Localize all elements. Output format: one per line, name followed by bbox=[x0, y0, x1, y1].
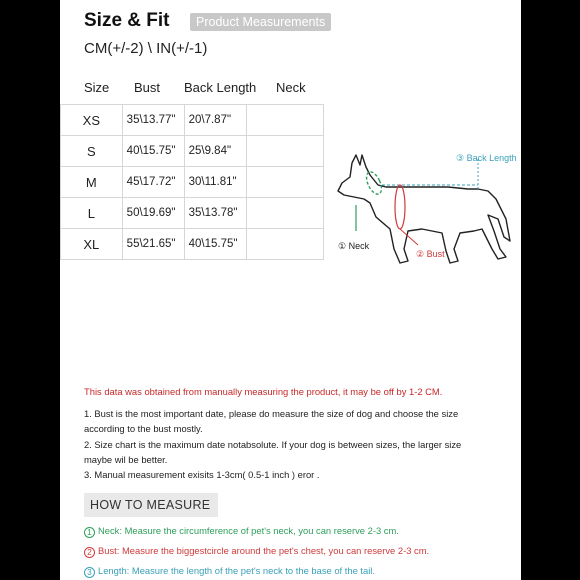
bust-cell: 40\15.75" bbox=[122, 136, 184, 167]
table-row bbox=[61, 229, 324, 260]
number-badge: 3 bbox=[84, 567, 95, 578]
table-row bbox=[61, 198, 324, 229]
measure-item-bust bbox=[84, 545, 429, 558]
neck-ring bbox=[363, 170, 384, 197]
units-note: CM(+/-2) \ IN(+/-1) bbox=[84, 40, 208, 57]
column-header-size: Size bbox=[84, 80, 110, 95]
back-length-cell: 40\15.75" bbox=[184, 229, 246, 260]
product-measurements-badge: Product Measurements bbox=[190, 13, 331, 31]
dog-measurement-diagram bbox=[328, 145, 518, 275]
back-length-cell: 25\9.84" bbox=[184, 136, 246, 167]
size-cell: S bbox=[61, 136, 123, 167]
measure-text: Bust: Measure the biggestcircle around the pet's chest, you can reserve 2-3 cm. bbox=[98, 545, 430, 556]
bust-ring bbox=[395, 185, 405, 229]
note-item: 3. Manual measurement exisits 1-3cm( 0.5-1 inch ) eror . bbox=[84, 469, 320, 481]
number-badge: 1 bbox=[84, 527, 95, 538]
neck-cell bbox=[246, 136, 323, 167]
column-header-neck: Neck bbox=[276, 80, 306, 95]
number-badge: 2 bbox=[84, 547, 95, 558]
bust-label: ② Bust bbox=[416, 249, 445, 259]
note-item: 1. Bust is the most important date, please do measure the size of dog and choose the size according to the bust mostly. bbox=[84, 408, 459, 435]
measure-text: Length: Measure the length of the pet's neck to the base of the tail. bbox=[98, 565, 375, 576]
column-header-back-length: Back Length bbox=[184, 80, 257, 95]
how-to-measure-label: HOW TO MEASURE bbox=[90, 498, 211, 512]
size-cell: M bbox=[61, 167, 123, 198]
disclaimer-text: This data was obtained from manually measuring the product, it may be off by 1-2 CM. bbox=[84, 386, 443, 397]
notes-list bbox=[84, 406, 484, 482]
measure-item-length bbox=[84, 565, 375, 578]
size-cell: L bbox=[61, 198, 123, 229]
neck-label: ① Neck bbox=[338, 241, 370, 251]
bust-cell: 50\19.69" bbox=[122, 198, 184, 229]
back-length-cell: 20\7.87" bbox=[184, 105, 246, 136]
table-row bbox=[61, 136, 324, 167]
column-header-bust: Bust bbox=[134, 80, 161, 95]
back-length-label: ③ Back Length bbox=[456, 153, 517, 163]
size-table bbox=[60, 104, 324, 260]
bust-cell: 45\17.72" bbox=[122, 167, 184, 198]
measure-text: Neck: Measure the circumference of pet's neck, you can reserve 2-3 cm. bbox=[98, 525, 399, 536]
back-length-cell: 30\11.81" bbox=[184, 167, 246, 198]
size-fit-page bbox=[60, 0, 521, 580]
back-length-cell: 35\13.78" bbox=[184, 198, 246, 229]
bust-cell: 35\13.77" bbox=[122, 105, 184, 136]
page-title: Size & Fit bbox=[84, 10, 170, 31]
neck-cell bbox=[246, 229, 323, 260]
table-row bbox=[61, 105, 324, 136]
size-cell: XS bbox=[61, 105, 123, 136]
neck-cell bbox=[246, 167, 323, 198]
size-cell: XL bbox=[61, 229, 123, 260]
neck-cell bbox=[246, 198, 323, 229]
bust-cell: 55\21.65" bbox=[122, 229, 184, 260]
how-to-measure-heading bbox=[84, 493, 218, 517]
note-item: 2. Size chart is the maximum date notabsolute. If your dog is between sizes, the larger size maybe wil be better. bbox=[84, 438, 462, 465]
table-row bbox=[61, 167, 324, 198]
measure-item-neck bbox=[84, 525, 399, 538]
neck-cell bbox=[246, 105, 323, 136]
